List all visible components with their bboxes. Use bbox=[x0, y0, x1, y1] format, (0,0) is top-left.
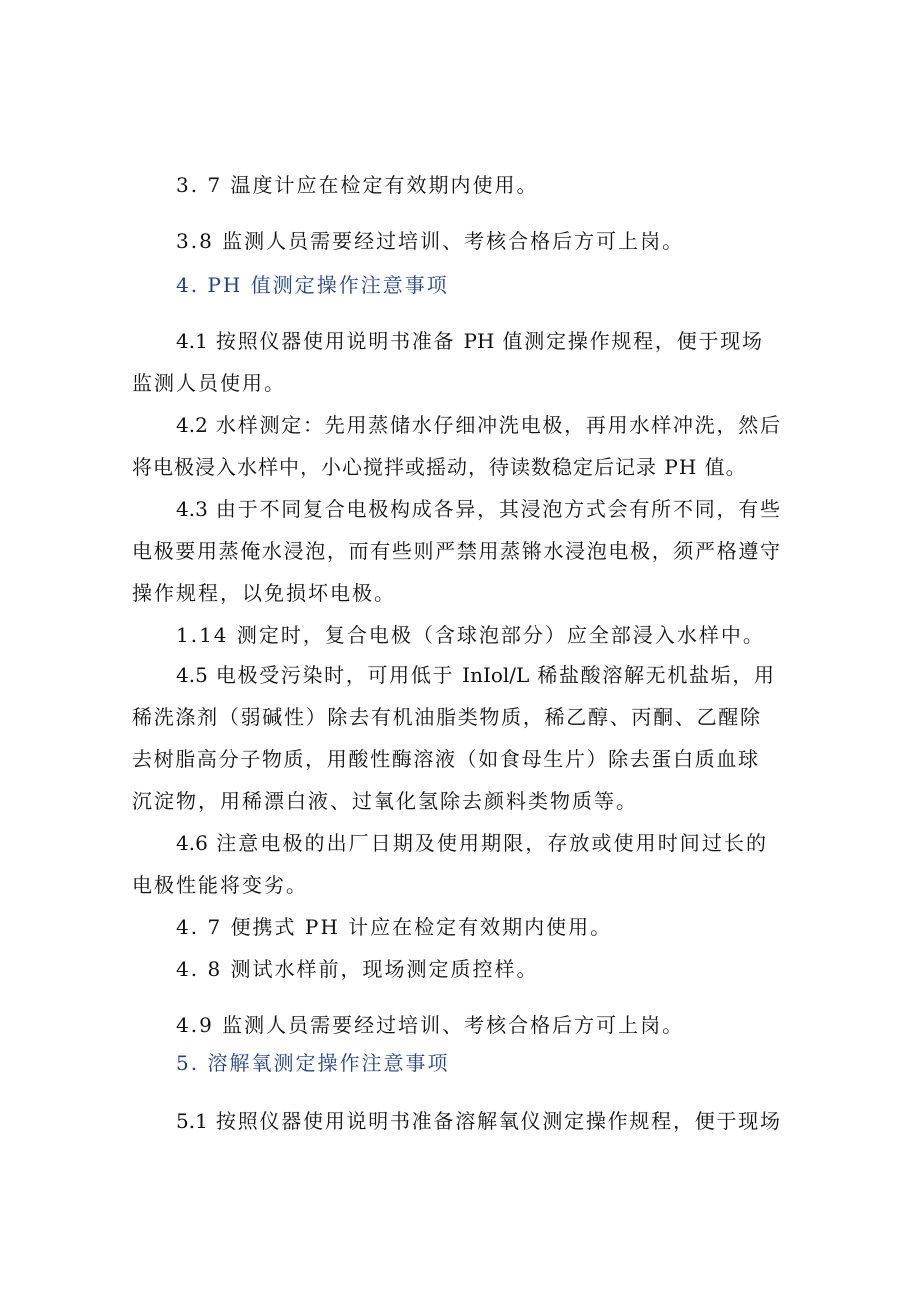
section-heading-5: 5. 溶解氧测定操作注意事项 bbox=[176, 1051, 450, 1075]
paragraph-5-1-line-1: 5.1 按照仪器使用说明书准备溶解氧仪测定操作规程，便于现场 bbox=[176, 1109, 780, 1133]
paragraph-4-5-line-4: 沉淀物，用稀漂白液、过氧化氢除去颜料类物质等。 bbox=[132, 789, 638, 813]
paragraph-1-14: 1.14 测定时，复合电极（含球泡部分）应全部浸入水样中。 bbox=[176, 623, 765, 647]
paragraph-4-6-line-2: 电极性能将变劣。 bbox=[132, 873, 308, 897]
paragraph-4-9: 4.9 监测人员需要经过培训、考核合格后方可上岗。 bbox=[176, 1013, 685, 1037]
paragraph-4-3-line-1: 4.3 由于不同复合电极构成各异，其浸泡方式会有所不同，有些 bbox=[176, 497, 780, 521]
paragraph-4-3-line-3: 操作规程，以免损坏电极。 bbox=[132, 581, 396, 605]
section-heading-4: 4. PH 值测定操作注意事项 bbox=[176, 273, 449, 297]
paragraph-3-8: 3.8 监测人员需要经过培训、考核合格后方可上岗。 bbox=[176, 229, 685, 253]
paragraph-4-1-line-2: 监测人员使用。 bbox=[132, 371, 286, 395]
paragraph-4-5-line-3: 去树脂高分子物质，用酸性酶溶液（如食母生片）除去蛋白质血球 bbox=[132, 747, 758, 771]
paragraph-4-6-line-1: 4.6 注意电极的出厂日期及使用期限，存放或使用时间过长的 bbox=[176, 831, 766, 855]
paragraph-4-2-line-1: 4.2 水样测定：先用蒸储水仔细冲洗电极，再用水样冲洗，然后 bbox=[176, 413, 780, 437]
paragraph-4-8: 4. 8 测试水样前，现场测定质控样。 bbox=[176, 957, 539, 981]
paragraph-4-3-line-2: 电极要用蒸俺水浸泡，而有些则严禁用蒸锵水浸泡电极，须严格遵守 bbox=[132, 539, 780, 563]
paragraph-4-5-line-1: 4.5 电极受污染时，可用低于 InIol/L 稀盐酸溶解无机盐垢，用 bbox=[176, 663, 774, 687]
paragraph-4-7: 4. 7 便携式 PH 计应在检定有效期内使用。 bbox=[176, 915, 613, 939]
paragraph-4-2-line-2: 将电极浸入水样中，小心搅拌或摇动，待读数稳定后记录 PH 值。 bbox=[132, 455, 747, 479]
paragraph-4-5-line-2: 稀洗涤剂（弱碱性）除去有机油脂类物质，稀乙醇、丙酮、乙醒除 bbox=[132, 705, 760, 729]
paragraph-4-1-line-1: 4.1 按照仪器使用说明书准备 PH 值测定操作规程，便于现场 bbox=[176, 329, 762, 353]
paragraph-3-7: 3. 7 温度计应在检定有效期内使用。 bbox=[176, 173, 539, 197]
